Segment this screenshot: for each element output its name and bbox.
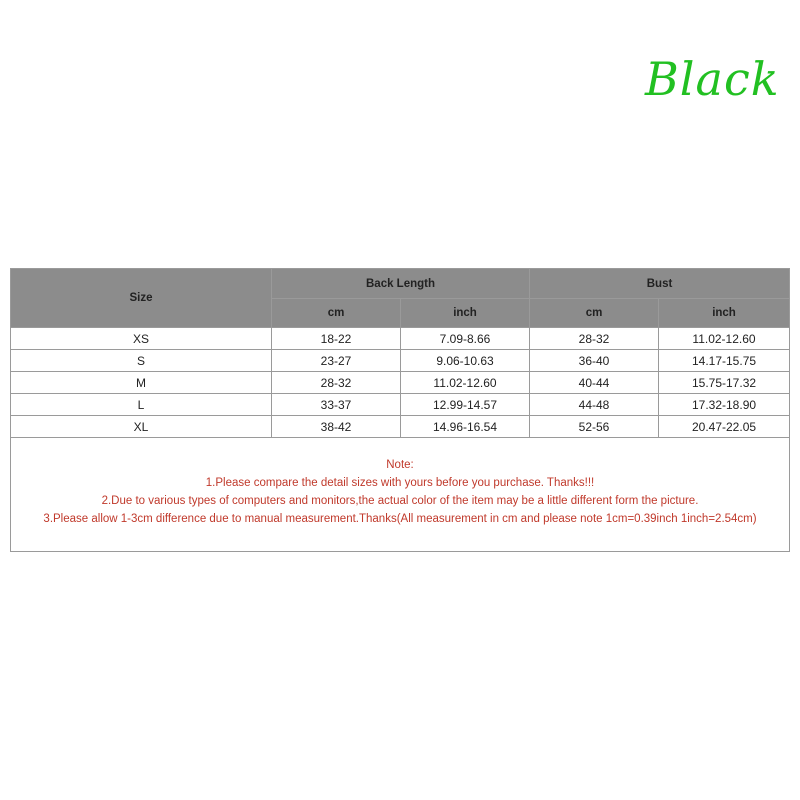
table-cell: 23-27 <box>272 350 401 372</box>
note-title: Note: <box>386 459 414 471</box>
table-cell: XS <box>11 328 272 350</box>
table-row <box>11 372 790 394</box>
note-line: 3.Please allow 1-3cm difference due to manual measurement.Thanks(All measurement in cm and please note 1cm=0.39inch 1inch=2.54cm) <box>43 513 757 525</box>
table-row <box>11 328 790 350</box>
table-row <box>11 350 790 372</box>
table-cell: 11.02-12.60 <box>659 328 790 350</box>
table-cell: XL <box>11 416 272 438</box>
table-cell: 33-37 <box>272 394 401 416</box>
table-cell: 7.09-8.66 <box>401 328 530 350</box>
table-row <box>11 394 790 416</box>
table-cell: 38-42 <box>272 416 401 438</box>
table-cell: 20.47-22.05 <box>659 416 790 438</box>
unit-header: inch <box>401 299 530 328</box>
table-cell: M <box>11 372 272 394</box>
table-cell: 44-48 <box>530 394 659 416</box>
back-length-header: Back Length <box>272 269 530 299</box>
table-cell: 12.99-14.57 <box>401 394 530 416</box>
table-cell: 52-56 <box>530 416 659 438</box>
table-cell: L <box>11 394 272 416</box>
notes-row <box>11 438 790 552</box>
size-column-header: Size <box>11 269 272 328</box>
table-header-row <box>11 269 790 299</box>
table-cell: 15.75-17.32 <box>659 372 790 394</box>
unit-header: cm <box>530 299 659 328</box>
note-line: 2.Due to various types of computers and monitors,the actual color of the item may be a little different form the picture. <box>101 495 699 507</box>
table-cell: S <box>11 350 272 372</box>
table-cell: 40-44 <box>530 372 659 394</box>
table-cell: 36-40 <box>530 350 659 372</box>
table-cell: 9.06-10.63 <box>401 350 530 372</box>
unit-header: inch <box>659 299 790 328</box>
table-cell: 14.96-16.54 <box>401 416 530 438</box>
color-label: Black <box>645 52 780 106</box>
table-cell: 28-32 <box>530 328 659 350</box>
table-cell: 18-22 <box>272 328 401 350</box>
size-chart-table <box>10 268 790 552</box>
unit-header: cm <box>272 299 401 328</box>
note-line: 1.Please compare the detail sizes with yours before you purchase. Thanks!!! <box>205 477 595 489</box>
table-cell: 14.17-15.75 <box>659 350 790 372</box>
table-cell: 28-32 <box>272 372 401 394</box>
notes-cell <box>11 438 790 552</box>
bust-header: Bust <box>530 269 790 299</box>
table-cell: 11.02-12.60 <box>401 372 530 394</box>
table-row <box>11 416 790 438</box>
table-cell: 17.32-18.90 <box>659 394 790 416</box>
